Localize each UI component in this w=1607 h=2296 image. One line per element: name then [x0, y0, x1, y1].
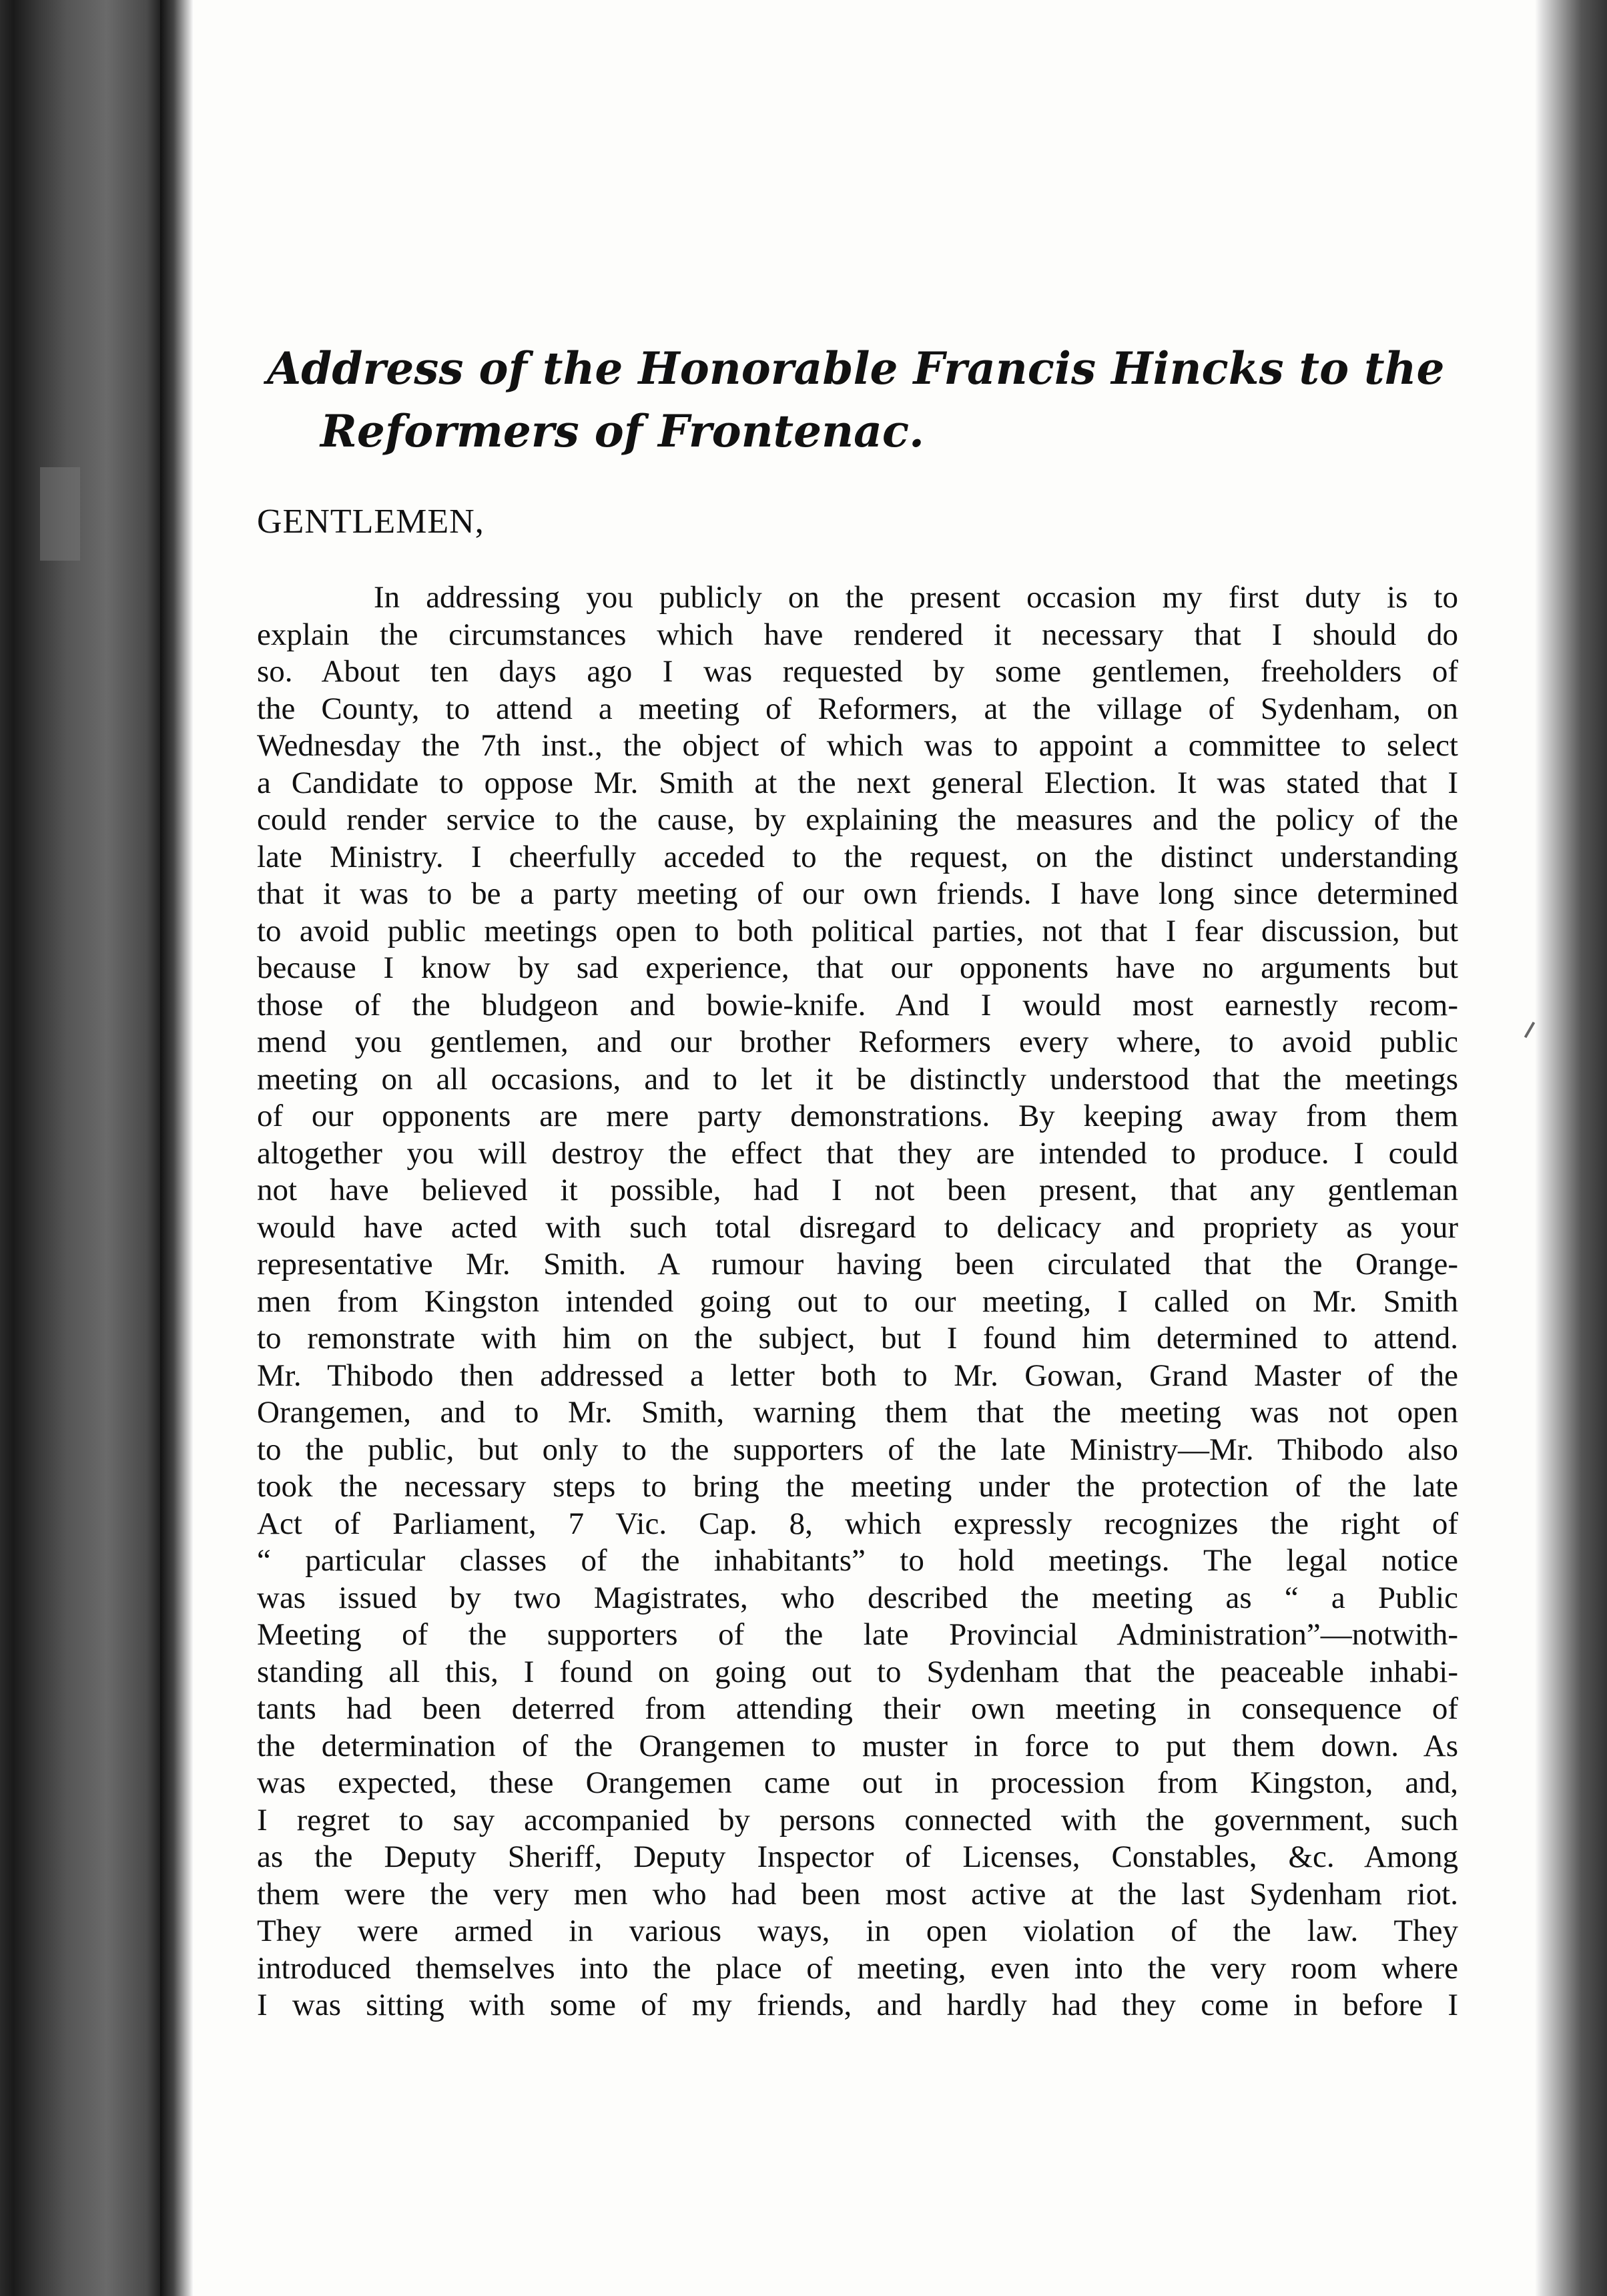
body-line: not have believed it possible, had I not been present, that any gentleman — [257, 1173, 1458, 1207]
body-line: Meeting of the supporters of the late Provincial Administration”—notwith- — [257, 1617, 1458, 1652]
body-line: They were armed in various ways, in open violation of the law. They — [257, 1914, 1458, 1948]
book-spine-shadow — [160, 0, 194, 2296]
title-line-1: Address of the Honorable Francis Hincks to the — [267, 342, 1445, 394]
body-text — [257, 579, 1458, 2024]
body-line: to the public, but only to the supporters of the late Ministry—Mr. Thibodo also — [257, 1432, 1458, 1467]
body-line: took the necessary steps to bring the meeting under the protection of the late — [257, 1469, 1458, 1504]
body-line: mend you gentlemen, and our brother Reformers every where, to avoid public — [257, 1025, 1458, 1059]
body-line: I was sitting with some of my friends, and hardly had they come in before I — [257, 1988, 1458, 2022]
salutation: GENTLEMEN, — [257, 503, 485, 541]
body-line: men from Kingston intended going out to our meeting, I called on Mr. Smith — [257, 1283, 1458, 1319]
body-line: introduced themselves into the place of meeting, even into the very room where — [257, 1950, 1458, 1986]
body-line: Mr. Thibodo then addressed a letter both to Mr. Gowan, Grand Master of the — [257, 1358, 1458, 1393]
body-line: tants had been deterred from attending their own meeting in consequence of — [257, 1691, 1458, 1726]
facing-page-mark — [40, 467, 80, 561]
page-right-edge — [1535, 0, 1607, 2296]
body-line: was expected, these Orangemen came out in procession from Kingston, and, — [257, 1765, 1458, 1800]
body-line: “ particular classes of the inhabitants” to hold meetings. The legal notice — [257, 1543, 1458, 1578]
body-line: the determination of the Orangemen to muster in force to put them down. As — [257, 1728, 1458, 1763]
body-line: Orangemen, and to Mr. Smith, warning them that the meeting was not open — [257, 1395, 1458, 1430]
body-line: those of the bludgeon and bowie-knife. And I would most earnestly recom- — [257, 987, 1458, 1023]
body-line: to remonstrate with him on the subject, but I found him determined to attend. — [257, 1321, 1458, 1356]
body-line: explain the circumstances which have rendered it necessary that I should do — [257, 617, 1458, 652]
body-line: as the Deputy Sheriff, Deputy Inspector of Licenses, Constables, &c. Among — [257, 1839, 1458, 1874]
body-line: I regret to say accompanied by persons connected with the government, such — [257, 1802, 1458, 1837]
title-line-2: Reformers of Frontenac. — [320, 405, 925, 457]
facing-page-edge — [0, 0, 160, 2296]
body-line: of our opponents are mere party demonstrations. By keeping away from them — [257, 1099, 1458, 1133]
body-line: was issued by two Magistrates, who described the meeting as “ a Public — [257, 1580, 1458, 1615]
body-line: late Ministry. I cheerfully acceded to the request, on the distinct understanding — [257, 839, 1458, 874]
body-line: Wednesday the 7th inst., the object of which was to appoint a committee to select — [257, 728, 1458, 763]
body-line: meeting on all occasions, and to let it be distinctly understood that the meetings — [257, 1061, 1458, 1097]
body-line: them were the very men who had been most active at the last Sydenham riot. — [257, 1876, 1458, 1912]
body-line: standing all this, I found on going out to Sydenham that the peaceable inhabi- — [257, 1654, 1458, 1689]
body-line: so. About ten days ago I was requested by some gentlemen, freeholders of — [257, 654, 1458, 689]
body-line: could render service to the cause, by explaining the measures and the policy of the — [257, 802, 1458, 837]
body-line: to avoid public meetings open to both political parties, not that I fear discussion, but — [257, 913, 1458, 948]
body-line: representative Mr. Smith. A rumour having been circulated that the Orange- — [257, 1247, 1458, 1281]
body-line: Act of Parliament, 7 Vic. Cap. 8, which expressly recognizes the right of — [257, 1506, 1458, 1541]
page-title — [267, 337, 1488, 463]
body-line: that it was to be a party meeting of our own friends. I have long since determined — [257, 876, 1458, 911]
body-line: In addressing you publicly on the present occasion my first duty is to — [374, 580, 1458, 615]
body-line: the County, to attend a meeting of Reformers, at the village of Sydenham, on — [257, 691, 1458, 726]
body-line: would have acted with such total disregard to delicacy and propriety as your — [257, 1209, 1458, 1245]
body-line: altogether you will destroy the effect that they are intended to produce. I could — [257, 1135, 1458, 1171]
body-line: a Candidate to oppose Mr. Smith at the next general Election. It was stated that I — [257, 765, 1458, 800]
body-line: because I know by sad experience, that our opponents have no arguments but — [257, 950, 1458, 985]
